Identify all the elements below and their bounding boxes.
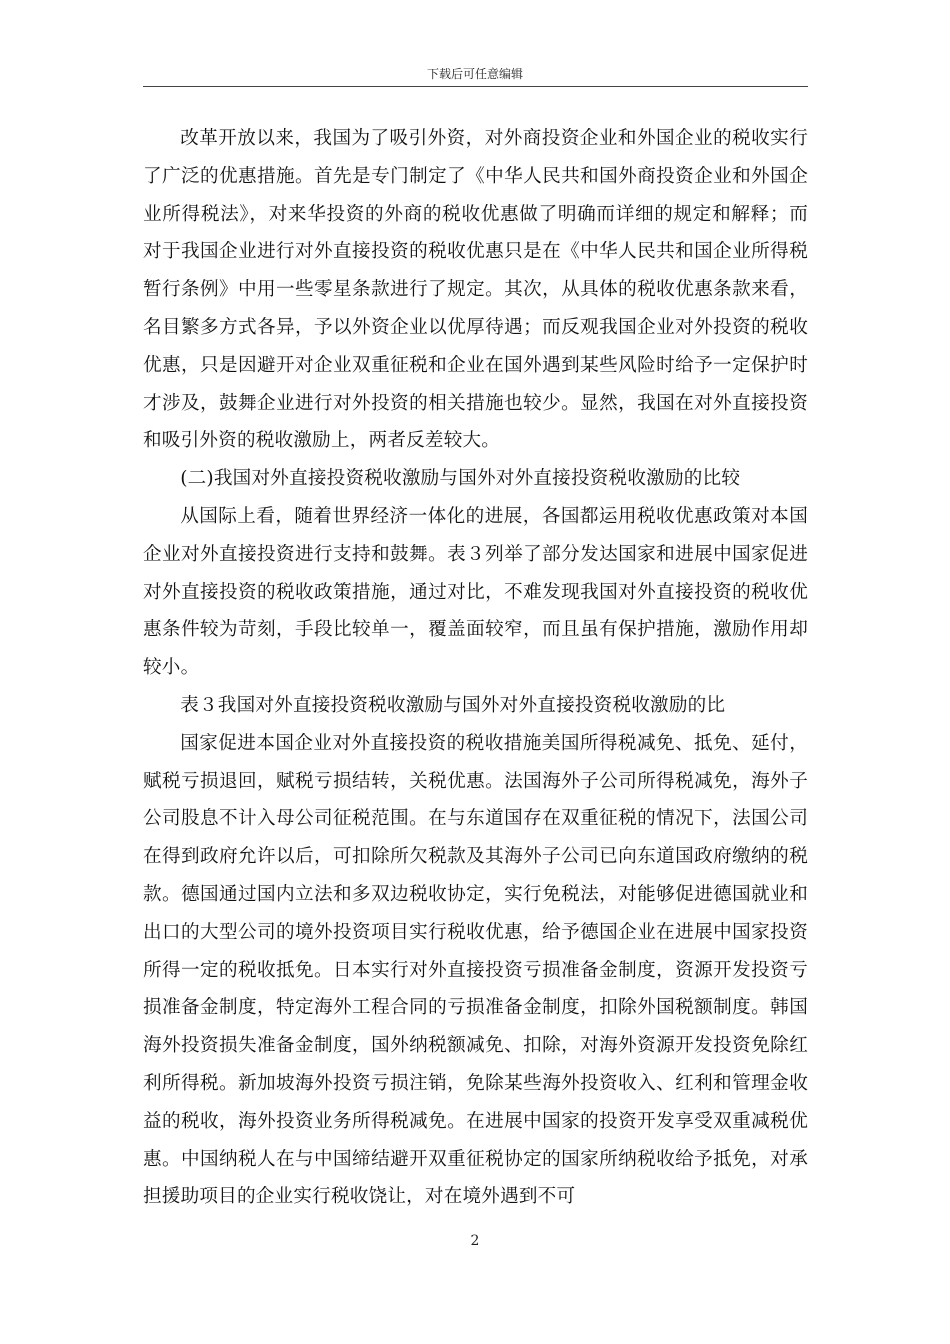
page-number: 2 — [470, 1233, 480, 1249]
header-divider — [143, 86, 808, 87]
paragraph-country-measures: 国家促进本国企业对外直接投资的税收措施美国所得税减免、抵免、延付，赋税亏损退回，赋税亏损结转，关税优惠。法国海外子公司所得税减免，海外子公司股息不计入母公司征税范围。在与东道国存在双重征税的情况下，法国公司在得到政府允许以后，可扣除所欠税款及其海外子公司已向东道国政府缴纳的税款。德国通过国内立法和多双边税收协定，实行免税法，对能够促进德国就业和出口的大型公司的境外投资项目实行税收优惠，给予德国企业在进展中国家投资所得一定的税收抵免。日本实行对外直接投资亏损准备金制度，资源开发投资亏损准备金制度，特定海外工程合同的亏损准备金制度，扣除外国税额制度。韩国海外投资损失准备金制度，国外纳税额减免、扣除，对海外资源开发投资免除红利所得税。新加坡海外投资亏损注销，免除某些海外投资收入、红利和管理金收益的税收，海外投资业务所得税减免。在进展中国家的投资开发享受双重减税优惠。中国纳税人在与中国缔结避开双重征税协定的国家所纳税收给予抵免，对承担援助项目的企业实行税收饶让，对在境外遇到不可 — [143, 732, 808, 1208]
document-body — [143, 120, 808, 1216]
paragraph-international-view: 从国际上看，随着世界经济一体化的进展，各国都运用税收优惠政策对本国企业对外直接投资进行支持和鼓舞。表３列举了部分发达国家和进展中国家促进对外直接投资的税收政策措施，通过对比，不难发现我国对外直接投资的税收优惠条件较为苛刻，手段比较单一，覆盖面较窄，而且虽有保护措施，激励作用却较小。 — [143, 505, 808, 679]
table-caption: 表３我国对外直接投资税收激励与国外对外直接投资税收激励的比 — [180, 694, 726, 716]
section-heading-comparison: (二)我国对外直接投资税收激励与国外对外直接投资税收激励的比较 — [180, 468, 741, 490]
paragraph-tax-incentive-contrast: 改革开放以来，我国为了吸引外资，对外商投资企业和外国企业的税收实行了广泛的优惠措施。首先是专门制定了《中华人民共和国外商投资企业和外国企业所得税法》，对来华投资的外商的税收优惠做了明确而详细的规定和解释；而对于我国企业进行对外直接投资的税收优惠只是在《中华人民共和国企业所得税暂行条例》中用一些零星条款进行了规定。其次，从具体的税收优惠条款来看，名目繁多方式各异，予以外资企业以优厚待遇；而反观我国企业对外投资的税收优惠，只是因避开对企业双重征税和企业在国外遇到某些风险时给予一定保护时才涉及，鼓舞企业进行对外投资的相关措施也较少。显然，我国在对外直接投资和吸引外资的税收激励上，两者反差较大。 — [143, 128, 808, 452]
page-header: 下载后可任意编辑 — [426, 67, 523, 81]
